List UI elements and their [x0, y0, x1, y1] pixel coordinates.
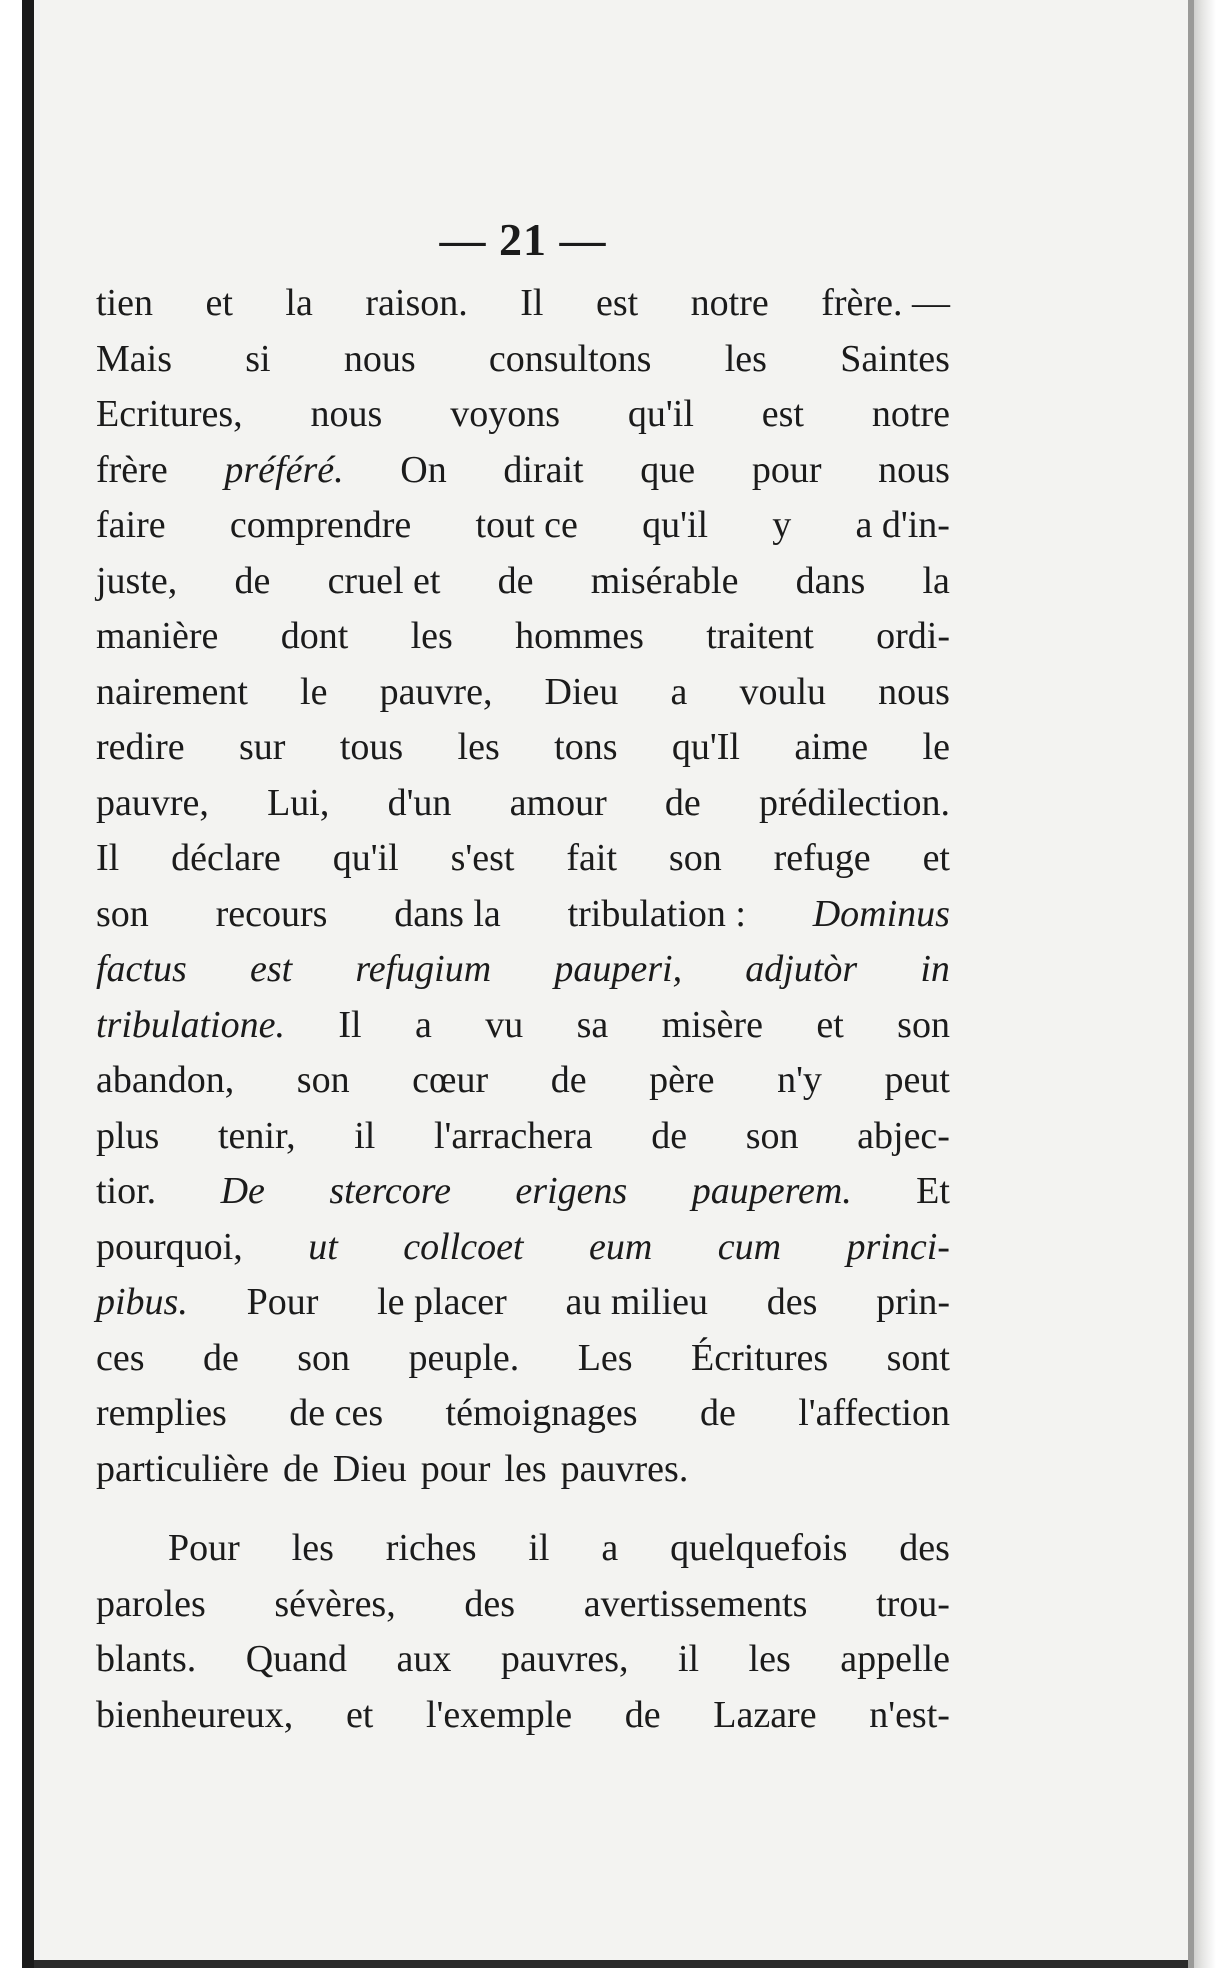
- word: la: [285, 282, 313, 324]
- italic-word: in: [920, 948, 950, 990]
- word: le: [922, 726, 950, 768]
- word: comprendre: [229, 504, 412, 546]
- text-line: [96, 1632, 950, 1688]
- text-line: [96, 1109, 950, 1165]
- word: abandon,: [96, 1059, 235, 1101]
- word: est: [761, 393, 804, 435]
- word: sur: [238, 726, 286, 768]
- word: pour: [420, 1447, 491, 1490]
- word: de: [283, 1447, 319, 1490]
- word: misérable: [590, 559, 739, 602]
- text-line: [96, 387, 950, 443]
- word: Pour: [168, 1527, 240, 1569]
- italic-word: tribulatione.: [96, 1003, 285, 1046]
- word: sont: [886, 1336, 950, 1379]
- word: il: [528, 1527, 550, 1569]
- word: cruel et: [327, 559, 441, 602]
- word: nous: [343, 337, 416, 380]
- word: de: [202, 1336, 239, 1379]
- word: de: [699, 1392, 736, 1434]
- word: frère. —: [821, 282, 950, 324]
- text-line: [96, 1275, 950, 1331]
- page-body: [96, 210, 950, 1743]
- text-line: [96, 276, 950, 332]
- word: pourquoi,: [96, 1225, 243, 1268]
- italic-word: cum: [717, 1225, 782, 1268]
- word: et: [816, 1003, 844, 1046]
- word: pauvres.: [560, 1447, 689, 1490]
- italic-word: ut: [308, 1225, 338, 1268]
- text-line: [96, 720, 950, 776]
- word: qu'Il: [671, 726, 740, 768]
- text-line: [96, 554, 950, 610]
- word: aime: [794, 726, 869, 768]
- word: notre: [690, 282, 769, 324]
- word: Dieu: [544, 670, 619, 713]
- word: voulu: [739, 670, 827, 713]
- word: vu: [485, 1003, 524, 1046]
- word: a: [414, 1003, 432, 1046]
- word: s'est: [450, 837, 515, 879]
- word: pauvre,: [379, 670, 493, 713]
- word: pour: [751, 448, 822, 491]
- word: père: [649, 1059, 715, 1101]
- word: Les: [577, 1336, 633, 1379]
- word: déclare: [171, 837, 281, 879]
- word: les: [724, 337, 767, 380]
- word: d'un: [387, 781, 452, 824]
- word: ces: [96, 1336, 145, 1379]
- word: manière: [96, 615, 219, 657]
- word: l'affection: [798, 1392, 950, 1434]
- word: Et: [916, 1170, 950, 1212]
- word: bienheureux,: [96, 1693, 294, 1736]
- word: amour: [509, 781, 607, 824]
- word: la: [922, 559, 950, 602]
- word: qu'il: [332, 837, 399, 879]
- word: Écritures: [690, 1336, 829, 1379]
- italic-word: factus: [96, 948, 187, 990]
- text-line: [96, 665, 950, 721]
- word: des: [899, 1527, 950, 1569]
- text-line: [96, 1688, 950, 1744]
- binding-shadow: [22, 0, 34, 1968]
- word: dans la: [394, 892, 501, 935]
- word: nous: [310, 393, 383, 435]
- word: frère: [96, 448, 168, 491]
- word: On: [400, 448, 447, 491]
- italic-word: est: [249, 948, 293, 990]
- word: Il: [338, 1003, 362, 1046]
- italic-word: princi-: [846, 1225, 950, 1268]
- word: quelquefois: [670, 1527, 848, 1569]
- page-bottom-edge: [34, 1960, 1188, 1968]
- word: Il: [520, 282, 544, 324]
- word: au milieu: [565, 1281, 709, 1323]
- word: refuge: [773, 837, 871, 879]
- word: dans: [795, 559, 866, 602]
- word: de: [550, 1059, 587, 1101]
- word: et: [345, 1693, 374, 1736]
- word: son: [745, 1114, 799, 1157]
- word: misère: [661, 1003, 763, 1046]
- word: ordi-: [876, 615, 950, 657]
- word: des: [766, 1281, 818, 1323]
- word: a d'in-: [855, 504, 950, 546]
- word: fait: [566, 837, 617, 879]
- text-line: [96, 1521, 950, 1577]
- text-line: [96, 1577, 950, 1633]
- word: traitent: [706, 615, 814, 657]
- word: Mais: [96, 337, 172, 380]
- word: son: [297, 1336, 351, 1379]
- word: sévères,: [274, 1582, 396, 1625]
- word: juste,: [96, 559, 178, 602]
- word: sa: [576, 1003, 609, 1046]
- word: l'exemple: [426, 1693, 573, 1736]
- word: pauvre,: [96, 781, 209, 824]
- word: paroles: [96, 1582, 206, 1625]
- word: tenir,: [217, 1114, 296, 1157]
- word: cœur: [412, 1059, 489, 1101]
- word: nairement: [96, 670, 248, 713]
- word: tribulation :: [567, 892, 746, 935]
- word: des: [464, 1582, 516, 1625]
- italic-word: préféré.: [224, 448, 344, 491]
- word: notre: [871, 393, 950, 435]
- word: peut: [884, 1059, 950, 1101]
- word: particulière: [96, 1447, 270, 1490]
- body-text: [96, 276, 950, 1743]
- word: de: [651, 1114, 688, 1157]
- word: dont: [280, 615, 349, 657]
- word: Saintes: [840, 337, 950, 380]
- text-line: [96, 887, 950, 943]
- text-line: [96, 1220, 950, 1276]
- word: les: [291, 1527, 334, 1569]
- word: pauvres,: [500, 1638, 629, 1680]
- word: a: [601, 1527, 619, 1569]
- word: Lui,: [267, 781, 330, 824]
- word: nous: [878, 670, 950, 713]
- word: faire: [96, 504, 166, 546]
- text-line: [96, 1331, 950, 1387]
- italic-word: adjutòr: [745, 948, 858, 990]
- text-line: [96, 776, 950, 832]
- word: les: [748, 1638, 791, 1680]
- word: et: [922, 837, 950, 879]
- word: le: [300, 670, 328, 713]
- word: les: [457, 726, 500, 768]
- text-line: [96, 498, 950, 554]
- word: voyons: [450, 393, 561, 435]
- italic-word: Dominus: [812, 892, 950, 935]
- word: Quand: [245, 1638, 348, 1680]
- word: n'est-: [869, 1693, 950, 1736]
- word: dirait: [503, 448, 584, 491]
- word: et: [205, 282, 233, 324]
- word: son: [668, 837, 722, 879]
- italic-word: refugium: [355, 948, 492, 990]
- word: est: [595, 282, 639, 324]
- word: aux: [396, 1638, 452, 1680]
- text-line: [96, 998, 950, 1054]
- word: prin-: [876, 1281, 950, 1323]
- italic-word: pibus.: [96, 1281, 188, 1323]
- word: de: [234, 559, 271, 602]
- word: Il: [96, 837, 120, 879]
- word: Ecritures,: [96, 393, 243, 435]
- italic-word: pauperi,: [554, 948, 683, 990]
- word: tior.: [96, 1170, 157, 1212]
- word: avertissements: [583, 1582, 808, 1625]
- word: si: [245, 337, 271, 380]
- word: trou-: [876, 1582, 950, 1625]
- word: Lazare: [713, 1693, 817, 1736]
- word: il: [677, 1638, 700, 1680]
- word: plus: [96, 1114, 160, 1157]
- paragraph: [96, 1521, 950, 1743]
- paragraph-gap: [96, 1497, 950, 1521]
- word: de ces: [289, 1392, 384, 1434]
- word: abjec-: [857, 1114, 950, 1157]
- word: recours: [215, 892, 328, 935]
- word: il: [354, 1114, 376, 1157]
- word: témoignages: [445, 1392, 638, 1434]
- italic-word: De: [220, 1170, 265, 1212]
- word: les: [504, 1447, 547, 1490]
- text-line: [96, 1442, 950, 1498]
- word: les: [410, 615, 453, 657]
- word: redire: [96, 726, 185, 768]
- text-line: [96, 1164, 950, 1220]
- text-line: [96, 1386, 950, 1442]
- paragraph: [96, 276, 950, 1497]
- word: tous: [339, 726, 404, 768]
- word: le placer: [377, 1281, 507, 1323]
- page-margin-left: [0, 0, 22, 1968]
- word: Pour: [246, 1281, 319, 1323]
- word: de: [624, 1693, 661, 1736]
- word: que: [640, 448, 696, 491]
- text-line: [96, 609, 950, 665]
- word: y: [772, 504, 792, 546]
- text-line: [96, 942, 950, 998]
- word: riches: [385, 1527, 477, 1569]
- word: l'arrachera: [433, 1114, 593, 1157]
- text-line: [96, 1053, 950, 1109]
- italic-word: stercore: [329, 1170, 452, 1212]
- page-number: — 21 —: [439, 214, 607, 265]
- word: tien: [96, 282, 153, 324]
- word: raison.: [365, 282, 468, 324]
- word: son: [897, 1003, 950, 1046]
- word: appelle: [840, 1638, 950, 1680]
- word: remplies: [96, 1392, 227, 1434]
- word: nous: [878, 448, 950, 491]
- word: son: [296, 1059, 350, 1101]
- word: son: [96, 892, 149, 935]
- word: a: [670, 670, 688, 713]
- text-line: [96, 831, 950, 887]
- word: prédilection.: [759, 781, 950, 824]
- italic-word: collcoet: [403, 1225, 524, 1268]
- word: hommes: [515, 615, 644, 657]
- word: Dieu: [332, 1447, 407, 1490]
- word: tons: [554, 726, 618, 768]
- italic-word: pauperem.: [691, 1170, 852, 1212]
- italic-word: eum: [588, 1225, 653, 1268]
- word: qu'il: [627, 393, 694, 435]
- text-line: [96, 443, 950, 499]
- word: consultons: [488, 337, 652, 380]
- word: de: [497, 559, 534, 602]
- text-line: [96, 332, 950, 388]
- page-edge: [1194, 0, 1216, 1968]
- word: de: [664, 781, 701, 824]
- word: qu'il: [642, 504, 709, 546]
- italic-word: erigens: [515, 1170, 628, 1212]
- word: peuple.: [408, 1336, 520, 1379]
- word: n'y: [777, 1059, 822, 1101]
- word: tout ce: [475, 504, 578, 546]
- word: blants.: [96, 1638, 197, 1680]
